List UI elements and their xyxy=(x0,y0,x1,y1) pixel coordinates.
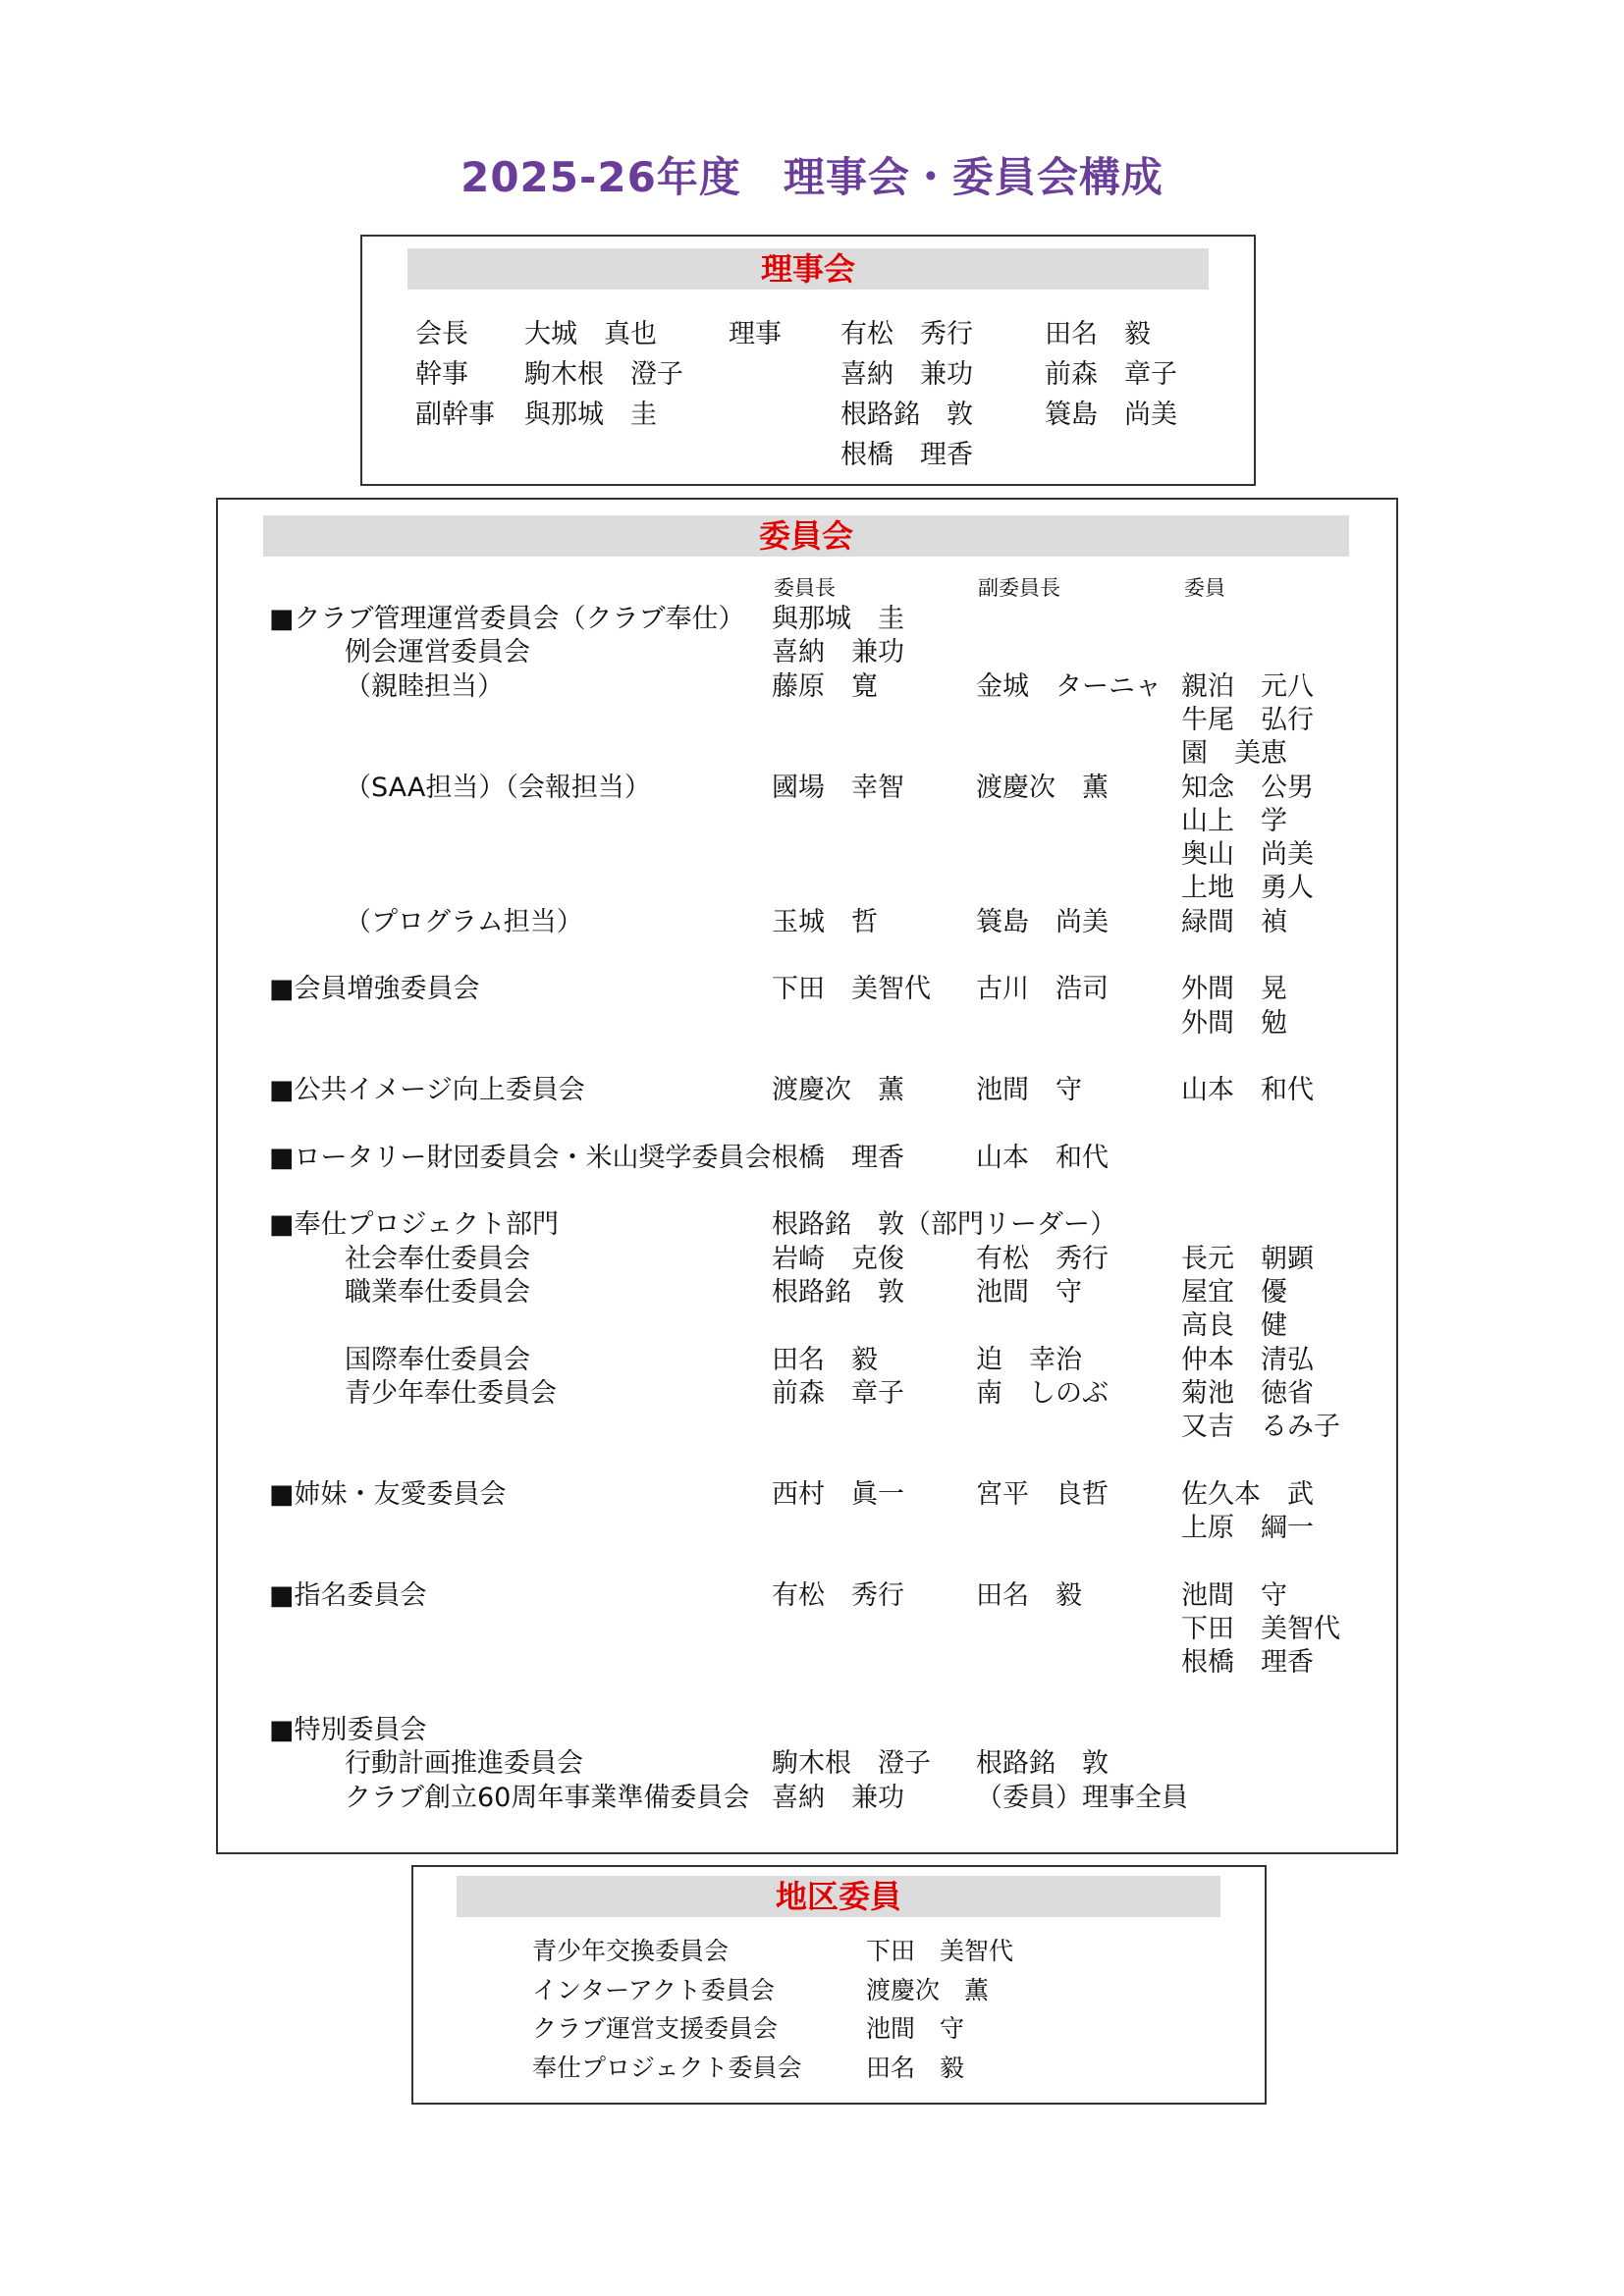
col-header-vice: 副委員長 xyxy=(978,576,1060,600)
committee-member: 知念 公男 xyxy=(1181,772,1314,803)
district-header: 地区委員 xyxy=(457,1876,1220,1917)
board-role-name: 大城 真也 xyxy=(524,319,657,349)
committee-vice-chair: 池間 守 xyxy=(976,1277,1082,1308)
committee-name: ■奉仕プロジェクト部門 xyxy=(269,1209,559,1241)
committee-member: 仲本 清弘 xyxy=(1181,1344,1314,1375)
committee-chair: 根路銘 敦 xyxy=(772,1277,904,1308)
col-header-chair: 委員長 xyxy=(774,576,836,600)
committee-member: 高良 健 xyxy=(1181,1310,1287,1342)
committee-chair: 有松 秀行 xyxy=(772,1579,904,1611)
committee-name: ■ロータリー財団委員会・米山奨学委員会 xyxy=(269,1142,772,1173)
board-director-name: 簑島 尚美 xyxy=(1045,400,1177,430)
committee-name: 青少年奉仕委員会 xyxy=(345,1377,557,1409)
committee-name: 社会奉仕委員会 xyxy=(345,1243,530,1274)
committee-vice-chair: 簑島 尚美 xyxy=(976,906,1109,937)
committee-chair: 國場 幸智 xyxy=(772,772,904,803)
committee-vice-chair: 有松 秀行 xyxy=(976,1243,1109,1274)
district-committee-name: インターアクト委員会 xyxy=(532,1975,776,2004)
board-role-label: 幹事 xyxy=(415,359,468,390)
committee-name: ■公共イメージ向上委員会 xyxy=(269,1075,585,1106)
committee-chair: 下田 美智代 xyxy=(772,974,931,1005)
committee-vice-chair: 宮平 良哲 xyxy=(976,1478,1109,1510)
committee-chair: 駒木根 澄子 xyxy=(772,1748,931,1780)
board-role-name: 駒木根 澄子 xyxy=(524,359,683,390)
committee-name: ■指名委員会 xyxy=(269,1579,427,1611)
committee-member: 菊池 徳省 xyxy=(1181,1377,1314,1409)
committee-name: （SAA担当）（会報担当） xyxy=(345,772,651,803)
committee-chair: 與那城 圭 xyxy=(772,604,904,634)
committee-member: 奥山 尚美 xyxy=(1181,839,1314,871)
committee-vice-chair: 金城 ターニャ xyxy=(976,670,1162,702)
committee-vice-chair: 池間 守 xyxy=(976,1075,1082,1106)
col-header-member: 委員 xyxy=(1184,576,1225,600)
district-committee-person: 田名 毅 xyxy=(866,2053,965,2082)
committee-name: ■クラブ管理運営委員会（クラブ奉仕） xyxy=(269,604,745,634)
committee-name: （親睦担当） xyxy=(345,670,504,702)
board-director-name: 有松 秀行 xyxy=(840,319,973,349)
committee-member: 山本 和代 xyxy=(1181,1075,1314,1106)
committee-member: 屋宜 優 xyxy=(1181,1277,1287,1308)
committee-member: 牛尾 弘行 xyxy=(1181,704,1314,735)
board-role-name: 與那城 圭 xyxy=(524,400,657,430)
committee-vice-chair: 田名 毅 xyxy=(976,1579,1082,1611)
board-role-label: 副幹事 xyxy=(415,400,495,430)
district-committee-person: 下田 美智代 xyxy=(866,1937,1014,1965)
committee-header: 委員会 xyxy=(263,515,1349,557)
committee-vice-chair: 山本 和代 xyxy=(976,1142,1109,1173)
committee-member: 上原 綱一 xyxy=(1181,1513,1314,1544)
committee-chair: 西村 眞一 xyxy=(772,1478,904,1510)
committee-chair: 玉城 哲 xyxy=(772,906,878,937)
board-director-name: 喜納 兼功 xyxy=(840,359,973,390)
board-header: 理事会 xyxy=(407,248,1209,290)
committee-member: 緑間 禎 xyxy=(1181,906,1287,937)
board-director-name: 前森 章子 xyxy=(1045,359,1177,390)
committee-vice-chair: 迫 幸治 xyxy=(976,1344,1082,1375)
committee-chair: 根路銘 敦（部門リーダー） xyxy=(772,1209,1116,1241)
committee-chair: 喜納 兼功 xyxy=(772,1782,904,1813)
committee-name: クラブ創立60周年事業準備委員会 xyxy=(345,1782,750,1813)
committee-member: 又吉 るみ子 xyxy=(1181,1412,1340,1443)
committee-name: 例会運営委員会 xyxy=(345,637,530,668)
board-director-name: 根路銘 敦 xyxy=(840,400,973,430)
committee-name: （プログラム担当） xyxy=(345,906,583,937)
committee-name: 職業奉仕委員会 xyxy=(345,1277,530,1308)
committee-member: 山上 学 xyxy=(1181,805,1287,836)
committee-chair: 岩崎 克俊 xyxy=(772,1243,904,1274)
committee-vice-chair: （委員）理事全員 xyxy=(976,1782,1188,1813)
committee-name: ■特別委員会 xyxy=(269,1714,427,1745)
committee-name: 国際奉仕委員会 xyxy=(345,1344,530,1375)
district-committee-name: 青少年交換委員会 xyxy=(532,1937,730,1965)
committee-member: 園 美恵 xyxy=(1181,738,1287,770)
district-committee-name: 奉仕プロジェクト委員会 xyxy=(532,2053,802,2082)
board-role-label: 会長 xyxy=(415,319,468,349)
committee-vice-chair: 渡慶次 薫 xyxy=(976,772,1109,803)
committee-name: ■会員増強委員会 xyxy=(269,974,480,1005)
committee-member: 下田 美智代 xyxy=(1181,1614,1340,1644)
committee-chair: 田名 毅 xyxy=(772,1344,878,1375)
committee-chair: 藤原 寛 xyxy=(772,670,878,702)
board-director-name: 根橋 理香 xyxy=(840,440,973,470)
committee-name: ■姉妹・友愛委員会 xyxy=(269,1478,507,1510)
committee-vice-chair: 南 しのぶ xyxy=(976,1377,1109,1409)
board-director-name: 田名 毅 xyxy=(1045,319,1151,349)
committee-chair: 前森 章子 xyxy=(772,1377,904,1409)
committee-member: 上地 勇人 xyxy=(1181,873,1314,904)
committee-chair: 根橋 理香 xyxy=(772,1142,904,1173)
district-committee-person: 池間 守 xyxy=(866,2014,965,2043)
committee-vice-chair: 根路銘 敦 xyxy=(976,1748,1109,1780)
page-title: 2025-26年度 理事会・委員会構成 xyxy=(460,153,1164,201)
district-committee-person: 渡慶次 薫 xyxy=(866,1975,990,2004)
committee-member: 池間 守 xyxy=(1181,1579,1287,1611)
board-director-label: 理事 xyxy=(729,319,782,349)
committee-name: 行動計画推進委員会 xyxy=(345,1748,583,1780)
committee-member: 親泊 元八 xyxy=(1181,670,1314,702)
committee-member: 根橋 理香 xyxy=(1181,1647,1314,1679)
committee-chair: 渡慶次 薫 xyxy=(772,1075,904,1106)
committee-member: 佐久本 武 xyxy=(1181,1478,1314,1510)
committee-member: 外間 勉 xyxy=(1181,1007,1287,1039)
district-committee-name: クラブ運営支援委員会 xyxy=(532,2014,779,2043)
committee-chair: 喜納 兼功 xyxy=(772,637,904,668)
committee-member: 長元 朝顕 xyxy=(1181,1243,1314,1274)
committee-member: 外間 晃 xyxy=(1181,974,1287,1005)
committee-vice-chair: 古川 浩司 xyxy=(976,974,1109,1005)
